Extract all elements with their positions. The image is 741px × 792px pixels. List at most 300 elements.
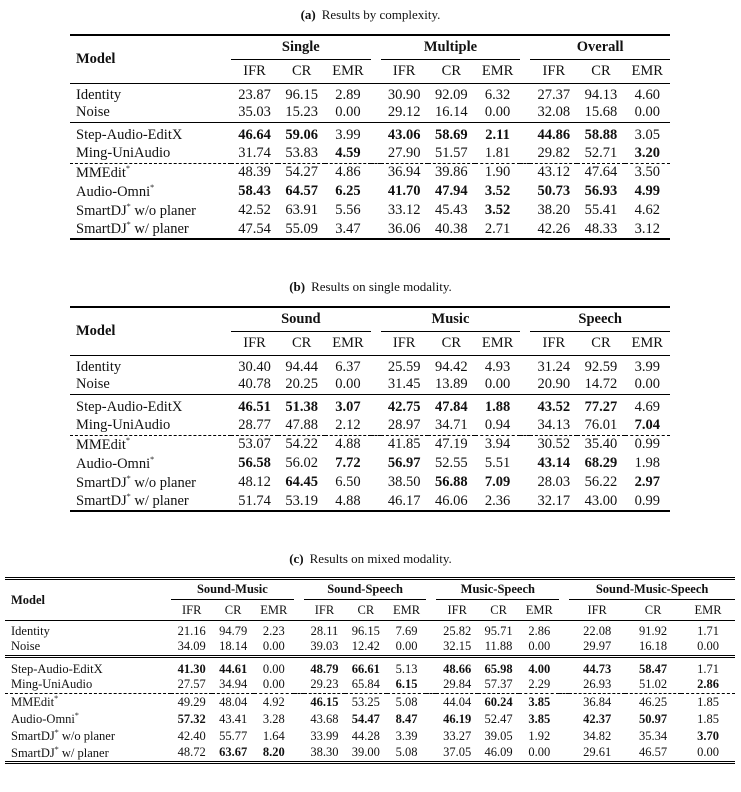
value-cell: 44.28 [351,728,380,743]
value-cell: 53.07 [231,435,278,454]
table-row [70,123,670,145]
value-cell: 29.61 [569,745,625,763]
value-cell: 5.56 [335,202,361,218]
value-cell: 16.14 [435,104,468,121]
value-cell: 0.00 [634,376,660,393]
value-cell: 6.25 [335,183,361,199]
group-header: Single [231,35,371,59]
group-spacer [294,656,304,677]
value-cell: 63.91 [285,202,318,218]
value-cell: 58.88 [577,123,624,145]
value-cell: 94.42 [428,355,475,376]
value-cell: 0.94 [484,416,511,433]
value-cell: 1.64 [262,728,285,743]
metric-header: EMR [625,59,670,83]
value-cell: 4.59 [335,144,361,161]
value-cell: 0.00 [697,639,719,654]
value-cell: 2.36 [475,492,520,511]
value-cell: 3.50 [625,163,670,182]
table-row [5,656,735,677]
value-cell: 8.20 [254,745,294,763]
model-name-cell: MMEdit* [5,694,171,711]
group-spacer [371,220,381,239]
value-cell: 3.20 [634,144,660,161]
group-spacer [520,59,530,83]
model-name-cell: Step-Audio-EditX [70,123,231,145]
value-cell: 22.08 [569,621,625,640]
value-cell: 46.51 [231,395,278,417]
table-row [5,621,735,640]
metric-header: EMR [625,331,670,355]
value-cell: 48.33 [577,220,624,239]
value-cell: 51.02 [639,677,668,692]
metric-header: IFR [171,600,212,621]
group-spacer [426,639,436,656]
header-row-groups [70,307,670,331]
value-cell: 41.70 [387,183,421,199]
group-header: Overall [530,35,670,59]
group-spacer [520,376,530,395]
value-cell: 48.12 [238,474,271,490]
table-row [5,728,735,745]
value-cell: 1.71 [681,621,735,640]
table-row [70,144,670,163]
group-spacer [371,35,381,59]
value-cell: 54.22 [278,435,325,454]
value-cell: 57.32 [177,711,206,726]
group-spacer [520,104,530,123]
value-cell: 7.04 [634,416,660,433]
table-results-mixed-modality [5,577,735,764]
caption-a-label: (a) [300,7,316,22]
metric-header: CR [278,59,325,83]
table-row [70,220,670,239]
value-cell: 0.00 [634,104,660,121]
value-cell: 6.50 [335,474,361,490]
value-cell: 63.67 [212,745,253,763]
asterisk-marker: * [150,454,155,464]
value-cell: 58.69 [428,123,475,145]
model-name-cell: SmartDJ* w/ planer [5,745,171,763]
table-row [70,395,670,417]
model-name-cell: Identity [70,355,231,376]
value-cell: 27.90 [387,144,421,161]
metric-header: IFR [381,331,428,355]
value-cell: 39.03 [310,639,339,654]
caption-c-label: (c) [289,551,304,566]
value-cell: 30.90 [381,83,428,104]
value-cell: 1.85 [681,694,735,711]
value-cell: 29.82 [537,144,571,161]
value-cell: 48.79 [304,656,345,677]
value-cell: 0.00 [262,639,285,654]
value-cell: 0.00 [484,104,511,121]
value-cell: 92.09 [428,83,475,104]
value-cell: 94.13 [577,83,624,104]
metric-header: IFR [381,59,428,83]
value-cell: 2.97 [634,474,660,490]
table-row [70,355,670,376]
value-cell: 42.37 [583,711,612,726]
model-name-cell: MMEdit* [70,163,231,182]
table-row [70,83,670,104]
value-cell: 33.99 [310,728,339,743]
value-cell: 46.19 [443,711,472,726]
value-cell: 23.87 [231,83,278,104]
value-cell: 43.00 [577,492,624,511]
value-cell: 34.82 [583,728,612,743]
value-cell: 28.77 [238,416,271,433]
value-cell: 3.28 [262,711,285,726]
asterisk-marker: * [54,727,59,737]
group-spacer [371,201,381,220]
metric-header: IFR [530,331,577,355]
value-cell: 4.69 [625,395,670,417]
model-name-cell: Ming-UniAudio [76,144,171,161]
value-cell: 6.37 [325,355,370,376]
value-cell: 5.08 [387,745,427,763]
value-cell: 39.00 [345,745,386,763]
value-cell: 39.86 [428,163,475,182]
group-spacer [294,745,304,763]
value-cell: 43.06 [381,123,428,145]
value-cell: 51.38 [278,395,325,417]
value-cell: 3.52 [484,202,511,218]
value-cell: 66.61 [345,656,386,677]
model-name-cell: Noise [11,639,41,654]
group-spacer [426,745,436,763]
group-spacer [426,579,436,600]
value-cell: 0.00 [335,104,361,121]
group-spacer [520,492,530,511]
header-row-groups [70,35,670,59]
value-cell: 48.39 [231,163,278,182]
group-spacer [559,600,569,621]
group-spacer [520,331,530,355]
model-name-cell: Audio-Omni* [76,454,155,472]
model-name-cell: SmartDJ* w/ planer [70,492,231,511]
value-cell: 46.17 [381,492,428,511]
table-row [70,492,670,511]
value-cell: 41.85 [381,435,428,454]
value-cell: 43.12 [530,163,577,182]
value-cell: 12.42 [351,639,380,654]
value-cell: 4.60 [625,83,670,104]
value-cell: 2.86 [519,621,559,640]
value-cell: 7.69 [387,621,427,640]
value-cell: 59.06 [278,123,325,145]
group-spacer [426,600,436,621]
value-cell: 35.40 [577,435,624,454]
value-cell: 3.07 [325,395,370,417]
metric-header: IFR [436,600,477,621]
value-cell: 4.00 [519,656,559,677]
metric-header: IFR [231,59,278,83]
value-cell: 47.88 [285,416,318,433]
value-cell: 39.05 [484,728,513,743]
value-cell: 3.52 [484,183,511,199]
table-row [70,416,670,435]
model-name-cell: Audio-Omni* [76,182,155,200]
group-spacer [371,144,381,163]
group-spacer [520,355,530,376]
value-cell: 41.30 [171,656,212,677]
value-cell: 13.89 [435,376,468,393]
value-cell: 68.29 [584,455,618,471]
group-spacer [371,376,381,395]
caption-b-text: Results on single modality. [311,279,452,294]
table-row [5,677,735,694]
metric-header: EMR [387,600,427,621]
model-name-cell: MMEdit* [70,435,231,454]
value-cell: 4.92 [254,694,294,711]
group-spacer [520,395,530,417]
value-cell: 36.94 [381,163,428,182]
value-cell: 43.14 [537,455,571,471]
group-spacer [520,35,530,59]
group-spacer [371,435,381,454]
metric-header: CR [428,59,475,83]
group-header: Music [381,307,521,331]
value-cell: 2.86 [697,677,719,692]
group-spacer [371,331,381,355]
value-cell: 27.37 [530,83,577,104]
group-spacer [520,201,530,220]
value-cell: 0.00 [335,376,361,393]
group-header: Speech [530,307,670,331]
asterisk-marker: * [126,201,131,211]
group-spacer [426,694,436,711]
group-spacer [426,728,436,745]
group-spacer [294,728,304,745]
asterisk-marker: * [126,492,131,502]
group-header: Multiple [381,35,521,59]
group-spacer [559,579,569,600]
value-cell: 52.55 [435,455,468,471]
value-cell: 40.38 [428,220,475,239]
value-cell: 45.43 [435,202,468,218]
value-cell: 2.89 [325,83,370,104]
value-cell: 0.00 [395,639,418,654]
value-cell: 35.34 [639,728,668,743]
value-cell: 48.66 [436,656,477,677]
group-header: Music-Speech [436,579,559,600]
value-cell: 5.13 [387,656,427,677]
value-cell: 47.94 [435,183,468,199]
value-cell: 6.32 [475,83,520,104]
group-spacer [426,656,436,677]
group-spacer [371,473,381,492]
value-cell: 28.97 [387,416,421,433]
group-spacer [520,435,530,454]
table-row [70,182,670,201]
value-cell: 38.30 [304,745,345,763]
value-cell: 6.15 [395,677,418,692]
value-cell: 65.84 [351,677,380,692]
metric-header: EMR [325,331,370,355]
value-cell: 7.72 [335,455,361,471]
value-cell: 5.08 [387,694,427,711]
value-cell: 1.98 [634,455,660,471]
value-cell: 35.03 [238,104,271,121]
asterisk-marker: * [54,694,59,704]
value-cell: 1.81 [484,144,511,161]
value-cell: 2.23 [254,621,294,640]
value-cell: 38.50 [387,474,421,490]
model-name-cell: Noise [76,376,110,393]
group-spacer [426,621,436,640]
value-cell: 76.01 [584,416,618,433]
value-cell: 1.92 [528,728,551,743]
value-cell: 91.92 [625,621,681,640]
asterisk-marker: * [74,710,79,720]
group-spacer [559,656,569,677]
metric-header: EMR [475,331,520,355]
value-cell: 1.85 [697,711,719,726]
table-row [70,104,670,123]
value-cell: 55.41 [584,202,618,218]
metric-header: IFR [304,600,345,621]
value-cell: 56.02 [285,455,318,471]
value-cell: 52.71 [584,144,618,161]
value-cell: 3.05 [625,123,670,145]
value-cell: 29.84 [443,677,472,692]
value-cell: 42.40 [177,728,206,743]
value-cell: 94.79 [212,621,253,640]
model-name-cell: SmartDJ* w/o planer [11,727,115,744]
value-cell: 31.74 [238,144,271,161]
value-cell: 53.83 [285,144,318,161]
value-cell: 31.24 [530,355,577,376]
group-spacer [520,454,530,473]
caption-a [0,7,741,23]
value-cell: 77.27 [577,395,624,417]
value-cell: 4.86 [325,163,370,182]
value-cell: 95.71 [478,621,519,640]
group-spacer [520,473,530,492]
group-spacer [520,182,530,201]
group-header: Sound-Music-Speech [569,579,735,600]
value-cell: 25.59 [381,355,428,376]
model-name-cell: SmartDJ* w/ planer [70,220,231,239]
metric-header: CR [625,600,681,621]
value-cell: 1.90 [475,163,520,182]
value-cell: 0.99 [625,435,670,454]
value-cell: 55.77 [219,728,248,743]
value-cell: 44.86 [530,123,577,145]
asterisk-marker: * [126,220,131,230]
value-cell: 3.99 [325,123,370,145]
table-row [5,639,735,656]
model-name-cell: Noise [76,104,110,121]
header-row-groups [5,579,735,600]
value-cell: 54.27 [278,163,325,182]
group-spacer [294,677,304,694]
group-spacer [520,83,530,104]
group-spacer [371,492,381,511]
value-cell: 27.57 [177,677,206,692]
value-cell: 3.47 [325,220,370,239]
value-cell: 29.97 [583,639,612,654]
value-cell: 11.88 [484,639,513,654]
metric-header: CR [478,600,519,621]
group-spacer [520,163,530,182]
value-cell: 43.52 [530,395,577,417]
value-cell: 4.62 [634,202,660,218]
value-cell: 30.52 [530,435,577,454]
group-spacer [371,123,381,145]
value-cell: 47.84 [428,395,475,417]
value-cell: 37.05 [436,745,477,763]
value-cell: 43.41 [219,711,248,726]
value-cell: 96.15 [345,621,386,640]
group-spacer [520,123,530,145]
value-cell: 47.19 [428,435,475,454]
value-cell: 0.00 [262,677,285,692]
caption-c [0,551,741,567]
group-spacer [371,416,381,435]
value-cell: 65.98 [478,656,519,677]
value-cell: 51.57 [435,144,468,161]
group-spacer [559,694,569,711]
value-cell: 60.24 [478,694,519,711]
metric-header: IFR [530,59,577,83]
value-cell: 38.20 [537,202,571,218]
value-cell: 4.99 [634,183,660,199]
group-spacer [371,182,381,201]
value-cell: 2.29 [528,677,551,692]
value-cell: 50.97 [639,711,668,726]
table-row [70,454,670,473]
metric-header: CR [212,600,253,621]
value-cell: 44.73 [569,656,625,677]
value-cell: 1.88 [475,395,520,417]
group-spacer [371,355,381,376]
value-cell: 50.73 [537,183,571,199]
model-column-header: Model [70,35,231,83]
group-spacer [426,711,436,728]
value-cell: 16.18 [639,639,668,654]
table-row [70,435,670,454]
value-cell: 94.44 [278,355,325,376]
value-cell: 7.09 [484,474,511,490]
group-spacer [559,745,569,763]
group-spacer [559,677,569,694]
metric-header: IFR [231,331,278,355]
value-cell: 15.68 [584,104,618,121]
value-cell: 47.54 [231,220,278,239]
metric-header: EMR [519,600,559,621]
value-cell: 96.15 [278,83,325,104]
value-cell: 4.93 [475,355,520,376]
value-cell: 20.90 [537,376,571,393]
group-spacer [371,104,381,123]
value-cell: 3.39 [395,728,418,743]
value-cell: 29.23 [310,677,339,692]
value-cell: 58.43 [238,183,271,199]
table-row [5,745,735,763]
metric-header: EMR [254,600,294,621]
group-spacer [559,639,569,656]
value-cell: 34.13 [537,416,571,433]
value-cell: 33.27 [443,728,472,743]
value-cell: 3.70 [697,728,719,743]
value-cell: 48.04 [212,694,253,711]
value-cell: 56.22 [584,474,618,490]
value-cell: 34.94 [219,677,248,692]
value-cell: 34.09 [177,639,206,654]
value-cell: 0.00 [681,745,735,763]
